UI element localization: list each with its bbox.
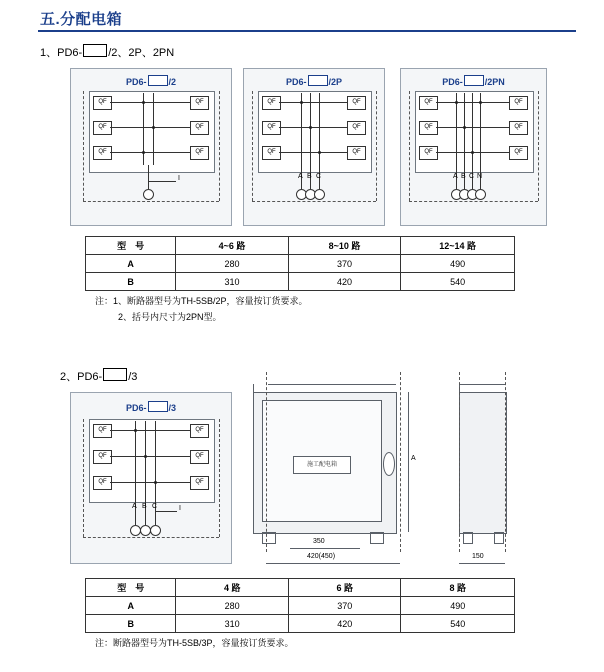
col-header-1: 4~6 路 — [176, 237, 288, 255]
terminal-label: A — [298, 173, 303, 180]
breaker-qf: QF — [262, 146, 281, 160]
blank-box-icon — [148, 401, 168, 412]
bus-line — [456, 93, 457, 167]
dim-height-line — [408, 392, 409, 532]
rung-line — [279, 127, 347, 128]
row-label: B — [86, 273, 176, 291]
cabinet-handle-icon — [383, 452, 395, 476]
dim-outer-line — [266, 563, 400, 564]
diagram-4-suffix: /3 — [168, 403, 177, 413]
dim-height-label: A — [411, 455, 416, 462]
breaker-qf: QF — [509, 121, 528, 135]
spec-table-1 — [85, 236, 515, 291]
bus-line — [464, 93, 465, 167]
col-header-3: 12~14 路 — [401, 237, 515, 255]
breaker-qf: QF — [93, 450, 112, 464]
terminal-label: C — [316, 173, 322, 180]
bus-label: I — [179, 505, 181, 512]
junction-dot — [471, 151, 474, 154]
bus-line — [153, 93, 154, 165]
col-header-2: 8~10 路 — [288, 237, 401, 255]
diagram-pd6-2pn — [400, 68, 547, 226]
cell-value: 310 — [176, 615, 289, 633]
center-axis-dash — [400, 372, 401, 552]
bus-line — [480, 93, 481, 167]
blank-box-icon — [148, 75, 168, 86]
enclosure-dash — [83, 91, 84, 201]
enclosure-dash — [219, 419, 220, 537]
rung-line — [110, 102, 190, 103]
cell-value: 490 — [401, 597, 515, 615]
enclosure-dash — [409, 91, 410, 201]
subsection-1-title — [40, 44, 174, 60]
terminal-label: A — [132, 503, 137, 510]
subsection-2-prefix: 2、PD6- — [60, 371, 103, 383]
subsection-2-suffix: /3 — [128, 371, 138, 383]
diagram-2-suffix: /2P — [328, 77, 343, 87]
breaker-qf: QF — [347, 121, 366, 135]
feeder-line — [145, 497, 146, 525]
junction-dot — [144, 455, 147, 458]
row-label: B — [86, 615, 176, 633]
cabinet-roof — [253, 392, 395, 393]
breaker-qf: QF — [190, 476, 209, 490]
cell-value: 370 — [288, 255, 401, 273]
breaker-qf: QF — [93, 96, 112, 110]
breaker-qf: QF — [262, 121, 281, 135]
cell-value: 540 — [401, 273, 515, 291]
cell-value: 280 — [176, 255, 288, 273]
enclosure-dash — [409, 201, 538, 202]
junction-dot — [142, 151, 145, 154]
junction-dot — [455, 101, 458, 104]
diagram-1-suffix: /2 — [168, 77, 177, 87]
breaker-qf: QF — [347, 96, 366, 110]
col-header-model: 型 号 — [86, 579, 176, 597]
diagram-1-title — [71, 75, 231, 87]
dim-inner-line — [290, 548, 360, 549]
junction-dot — [300, 101, 303, 104]
terminal-label: N — [477, 173, 483, 180]
terminal-circle — [150, 525, 161, 536]
feeder-branch — [148, 181, 176, 182]
cabinet-foot — [370, 532, 384, 544]
table-row — [86, 273, 515, 291]
breaker-qf: QF — [509, 146, 528, 160]
breaker-qf: QF — [190, 424, 209, 438]
col-header-1: 4 路 — [176, 579, 289, 597]
blank-box-icon — [308, 75, 328, 86]
cabinet-foot — [463, 532, 473, 544]
diagram-3-title — [401, 75, 546, 87]
terminal-label: B — [142, 503, 147, 510]
cell-value: 490 — [401, 255, 515, 273]
bus-line — [135, 421, 136, 497]
table-row — [86, 255, 515, 273]
terminal-label: A — [453, 173, 458, 180]
junction-dot — [309, 126, 312, 129]
enclosure-dash — [252, 201, 376, 202]
blank-box-icon — [103, 368, 127, 381]
bus-line — [301, 93, 302, 167]
junction-dot — [463, 126, 466, 129]
junction-dot — [479, 101, 482, 104]
terminal-circle — [475, 189, 486, 200]
terminal-circle — [314, 189, 325, 200]
dim-inner-label: 350 — [313, 538, 325, 545]
terminal-circle — [143, 189, 154, 200]
spec-table-2 — [85, 578, 515, 633]
feeder-line — [135, 497, 136, 525]
enclosure-dash — [83, 201, 219, 202]
cell-value: 370 — [288, 597, 401, 615]
blank-box-icon — [464, 75, 484, 86]
dim-outer-label: 420(450) — [307, 553, 336, 560]
diagram-4-title — [71, 401, 231, 413]
terminal-label: I — [178, 175, 180, 182]
bus-line — [472, 93, 473, 167]
diagram-2-prefix: PD6- — [285, 77, 307, 87]
junction-dot — [142, 101, 145, 104]
subsection-1-suffix: /2、2P、2PN — [108, 47, 175, 59]
side-axis-dash — [459, 372, 460, 552]
rung-line — [110, 482, 190, 483]
cell-value: 420 — [288, 273, 401, 291]
cabinet-foot — [262, 532, 276, 544]
rung-line — [110, 127, 190, 128]
note-line: 2、括号内尺寸为2PN型。 — [118, 312, 222, 322]
rung-line — [279, 102, 347, 103]
cabinet-door-label: 施工配电箱 — [293, 456, 351, 474]
cabinet-foot — [494, 532, 504, 544]
cell-value: 280 — [176, 597, 289, 615]
rung-line — [110, 456, 190, 457]
rung-line — [110, 430, 190, 431]
bus-line — [145, 421, 146, 497]
enclosure-dash — [252, 91, 253, 201]
breaker-qf: QF — [93, 424, 112, 438]
breaker-qf: QF — [419, 96, 438, 110]
diagram-3-suffix: /2PN — [484, 77, 505, 87]
row-label: A — [86, 255, 176, 273]
diagram-2-title — [244, 75, 384, 87]
enclosure-dash — [538, 91, 539, 201]
terminal-label: C — [469, 173, 475, 180]
rung-line — [110, 152, 190, 153]
dim-side-line — [459, 563, 505, 564]
terminal-label: B — [461, 173, 466, 180]
cell-value: 540 — [401, 615, 515, 633]
bus-line — [319, 93, 320, 167]
note-line: 注：1、断路器型号为TH-5SB/2P，容量按订货要求。 — [95, 296, 308, 306]
blank-box-icon — [83, 44, 107, 57]
enclosure-dash — [376, 91, 377, 201]
col-header-3: 8 路 — [401, 579, 515, 597]
subsection-1-prefix: 1、PD6- — [40, 47, 83, 59]
junction-dot — [134, 429, 137, 432]
table-header-row — [86, 579, 515, 597]
breaker-qf: QF — [93, 476, 112, 490]
diagram-pd6-2 — [70, 68, 232, 226]
breaker-qf: QF — [93, 146, 112, 160]
col-header-2: 6 路 — [288, 579, 401, 597]
breaker-qf: QF — [93, 121, 112, 135]
junction-dot — [154, 481, 157, 484]
center-axis-dash — [266, 372, 267, 552]
breaker-qf: QF — [190, 96, 209, 110]
enclosure-dash — [219, 91, 220, 201]
breaker-qf: QF — [419, 121, 438, 135]
row-label: A — [86, 597, 176, 615]
col-header-model: 型 号 — [86, 237, 176, 255]
bus-line — [310, 93, 311, 167]
diagram-3-prefix: PD6- — [442, 77, 463, 87]
note-line: 注：断路器型号为TH-5SB/3P，容量按订货要求。 — [95, 638, 294, 648]
cabinet-side-body — [459, 392, 507, 534]
cabinet-roof-back — [268, 384, 396, 385]
breaker-qf: QF — [190, 146, 209, 160]
breaker-qf: QF — [509, 96, 528, 110]
cell-value: 420 — [288, 615, 401, 633]
enclosure-dash — [83, 419, 84, 537]
cabinet-side-roof — [459, 384, 505, 385]
dim-side-label: 150 — [472, 553, 484, 560]
cell-value: 310 — [176, 273, 288, 291]
diagram-pd6-3 — [70, 392, 232, 564]
page-title: 五.分配电箱 — [40, 11, 123, 28]
cabinet-roof-edge — [253, 384, 254, 393]
breaker-qf: QF — [262, 96, 281, 110]
title-divider — [38, 30, 576, 32]
enclosure-dash — [83, 537, 219, 538]
terminal-label: C — [152, 503, 158, 510]
rung-line — [279, 152, 347, 153]
diagram-1-prefix: PD6- — [125, 77, 147, 87]
breaker-qf: QF — [347, 146, 366, 160]
breaker-qf: QF — [190, 121, 209, 135]
junction-dot — [152, 126, 155, 129]
diagram-pd6-2p — [243, 68, 385, 226]
junction-dot — [318, 151, 321, 154]
feeder-branch — [155, 511, 177, 512]
subsection-2-title — [60, 368, 137, 384]
terminal-label: B — [307, 173, 312, 180]
bus-line — [155, 421, 156, 497]
breaker-qf: QF — [190, 450, 209, 464]
table-row — [86, 615, 515, 633]
table-row — [86, 597, 515, 615]
feeder-line — [148, 165, 149, 189]
side-axis-dash — [505, 372, 506, 552]
breaker-qf: QF — [419, 146, 438, 160]
diagram-4-prefix: PD6- — [125, 403, 147, 413]
table-header-row — [86, 237, 515, 255]
